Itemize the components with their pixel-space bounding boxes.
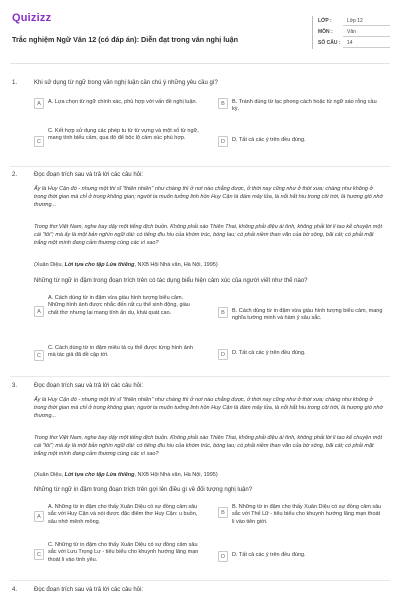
option-letter: A <box>34 306 44 317</box>
option-letter: C <box>34 549 44 560</box>
meta-class-value: Lớp 12 <box>347 18 363 24</box>
divider <box>10 580 390 581</box>
meta-count-value: 14 <box>347 40 353 46</box>
meta-class <box>312 16 390 27</box>
question-number: 1. <box>12 80 18 86</box>
question-text: Đọc đoạn trích sau và trả lời các câu hỏi: <box>34 383 143 389</box>
meta-underline <box>343 36 390 37</box>
q1-option-d[interactable] <box>218 136 388 150</box>
option-letter: A <box>34 98 44 109</box>
passage-paragraph-1: Ấy là Huy Cận đó - nhưng một thi sĩ "thiên nhiên" như chàng thì ở nơi nào chẳng được, ở thời nay cũng như ở thời xưa; chàng như không ở trong thời gian mà chỉ ở trong không gian; người ta muốn tưởng linh hồn Huy Cận là đám mây lửa, là nỗi hắt hiu trong cõi trời, là hương gió nhớ thương... <box>34 186 383 208</box>
q2-option-d[interactable] <box>218 349 388 363</box>
meta-count <box>312 38 390 49</box>
option-text: B. Tránh dùng từ lạc phong cách hoặc từ ngữ sáo rỗng cầu kỳ. <box>232 99 377 113</box>
meta-subject-value: Văn <box>347 29 356 35</box>
question-text: Đọc đoạn trích sau và trả lời các câu hỏi: <box>34 587 143 593</box>
option-text: A. Cách dùng từ in đậm vừa giàu hình tượng biểu cảm. Những hình ảnh được nhắc đến rất cụ thể sinh động, giàu chất thơ nhưng lại mang tính ẩn dụ, khái quát cao. <box>48 295 190 316</box>
meta-underline <box>343 25 390 26</box>
passage-source <box>34 472 384 478</box>
question-text: Khi sử dụng từ ngữ trong văn nghị luận cần chú ý những yêu cầu gì? <box>34 80 218 86</box>
option-text: B. Những từ in đậm cho thấy Xuân Diệu có sự đồng cảm sâu sắc với Thế Lữ - tiêu biểu cho khuynh hướng lãng mạn thoát li vào tiên giới. <box>232 504 382 525</box>
passage-paragraph-2: Trong thơ Việt Nam, nghe bay dậy một tiếng địch buồn. Không phải sáo Thiên Thai, không phải điệu ái tình, không phải lời li tao kể chuyện một cái "tôi"; mà ấy là một bản nghìn ngũi dài: có tiếng đìu hiu của khóm trúc, bóng lau; có phải niềm than vãn của bờ sông, bãi cát; có phải mặt trắng một mình đang cảm thương cùng các vì sao? <box>34 224 382 246</box>
passage-paragraph-1: Ấy là Huy Cận đó - nhưng một thi sĩ "thiên nhiên" như chàng thì ở nơi nào chẳng được, ở thời nay cũng như ở thời xưa; chàng như không ở trong thời gian mà chỉ ở trong không gian; người ta muốn tưởng linh hồn Huy Cận là đám mây lửa, là nỗi hắt hiu trong cõi trời, là hương gió nhớ thương... <box>34 397 383 419</box>
option-text: D. Tất cả các ý trên đều đúng. <box>232 552 306 558</box>
q1-option-a[interactable] <box>34 98 204 120</box>
divider <box>10 376 390 377</box>
source-suffix: , NXB Hội Nhà văn, Hà Nội, 1995) <box>134 262 218 268</box>
option-letter: D <box>218 349 228 360</box>
meta-class-label: LỚP : <box>318 18 332 24</box>
source-prefix: (Xuân Diệu, <box>34 262 65 268</box>
q3-option-c[interactable] <box>34 541 204 573</box>
q3-option-d[interactable] <box>218 551 388 565</box>
option-text: C. Những từ in đậm cho thấy Xuân Diệu có sự đồng cảm sâu sắc với Lưu Trọng Lư - tiêu biểu cho khuynh hướng lãng mạn thoát li vào tình yêu. <box>48 542 199 563</box>
worksheet-header <box>10 10 390 64</box>
option-text: D. Tất cả các ý trên đều đúng. <box>232 137 306 143</box>
source-title: Lời tựa cho tập Lửa thiêng <box>64 262 135 268</box>
question-number: 3. <box>12 383 18 389</box>
option-letter: B <box>218 507 228 518</box>
meta-subject-label: MÔN : <box>318 29 333 35</box>
q3-option-b[interactable] <box>218 503 388 535</box>
option-letter: D <box>218 551 228 562</box>
option-letter: B <box>218 98 228 109</box>
question-text: Đọc đoạn trích sau và trả lời các câu hỏi: <box>34 172 143 178</box>
divider <box>10 166 390 167</box>
option-letter: A <box>34 511 44 522</box>
question-number: 4. <box>12 587 18 593</box>
meta-count-label: SỐ CÂU : <box>318 40 341 46</box>
q2-option-b[interactable] <box>218 307 388 329</box>
meta-subject <box>312 27 390 38</box>
meta-panel <box>312 16 390 49</box>
meta-underline <box>343 47 390 48</box>
option-text: A. Những từ in đậm cho thấy Xuân Diệu có sự đồng cảm sâu sắc với Huy Cận và nói được đặc điểm thơ Huy Cận: u buồn, sâu nhớ mênh mông. <box>48 504 198 525</box>
sub-question: Những từ ngữ in đậm trong đoạn trích trên gợi lên điều gì về đối tượng nghị luận? <box>34 487 253 493</box>
option-text: C. Cách dùng từ in đậm miêu tả cụ thể được từng hình ảnh mà tác giả đã đề cập tới. <box>48 345 193 359</box>
passage-paragraph-2: Trong thơ Việt Nam, nghe bay dậy một tiếng địch buồn. Không phải sáo Thiên Thai, không phải điệu ái tình, không phải lời li tao kể chuyện một cái "tôi"; mà ấy là một bản nghìn ngũi dài: có tiếng đìu hiu của khóm trúc, bóng lau; có phải niềm than vãn của bờ sông, bãi cát; có phải mặt trắng một mình đang cảm thương cùng các vì sao? <box>34 435 382 457</box>
option-letter: C <box>34 136 44 147</box>
option-text: A. Lựa chọn từ ngữ chính xác, phù hợp với vấn đề nghị luận. <box>48 99 198 105</box>
option-text: B. Cách dùng từ in đậm vừa giàu hình tượng biểu cảm, mang nghĩa tường minh và hàm ý sâu sắc. <box>232 308 383 322</box>
quizizz-logo: Quizizz <box>12 12 52 24</box>
q1-option-c[interactable] <box>34 127 204 157</box>
page-title: Trắc nghiệm Ngữ Văn 12 (có đáp án): Diễn đạt trong văn nghị luận <box>12 35 239 44</box>
source-title: Lời tựa cho tập Lửa thiêng <box>64 472 135 478</box>
source-suffix: , NXB Hội Nhà văn, Hà Nội, 1995) <box>134 472 218 478</box>
question-number: 2. <box>12 172 18 178</box>
option-text: C. Kết hợp sử dụng các phép tu từ từ vựng và một số từ ngữ, mang tính biểu cảm, qua đó để bộc lộ cảm xúc phù hợp. <box>48 128 199 142</box>
q2-option-a[interactable] <box>34 294 204 334</box>
q3-option-a[interactable] <box>34 503 204 535</box>
option-letter: D <box>218 136 228 147</box>
option-text: D. Tất cả các ý trên đều đúng. <box>232 350 306 356</box>
option-letter: B <box>218 307 228 318</box>
source-prefix: (Xuân Diệu, <box>34 472 65 478</box>
sub-question: Những từ ngữ in đậm trong đoạn trích trên có tác dụng biểu hiện cảm xúc của người viết như thế nào? <box>34 278 308 284</box>
option-letter: C <box>34 350 44 361</box>
passage-source <box>34 262 384 268</box>
q2-option-c[interactable] <box>34 344 204 366</box>
q1-option-b[interactable] <box>218 98 388 120</box>
